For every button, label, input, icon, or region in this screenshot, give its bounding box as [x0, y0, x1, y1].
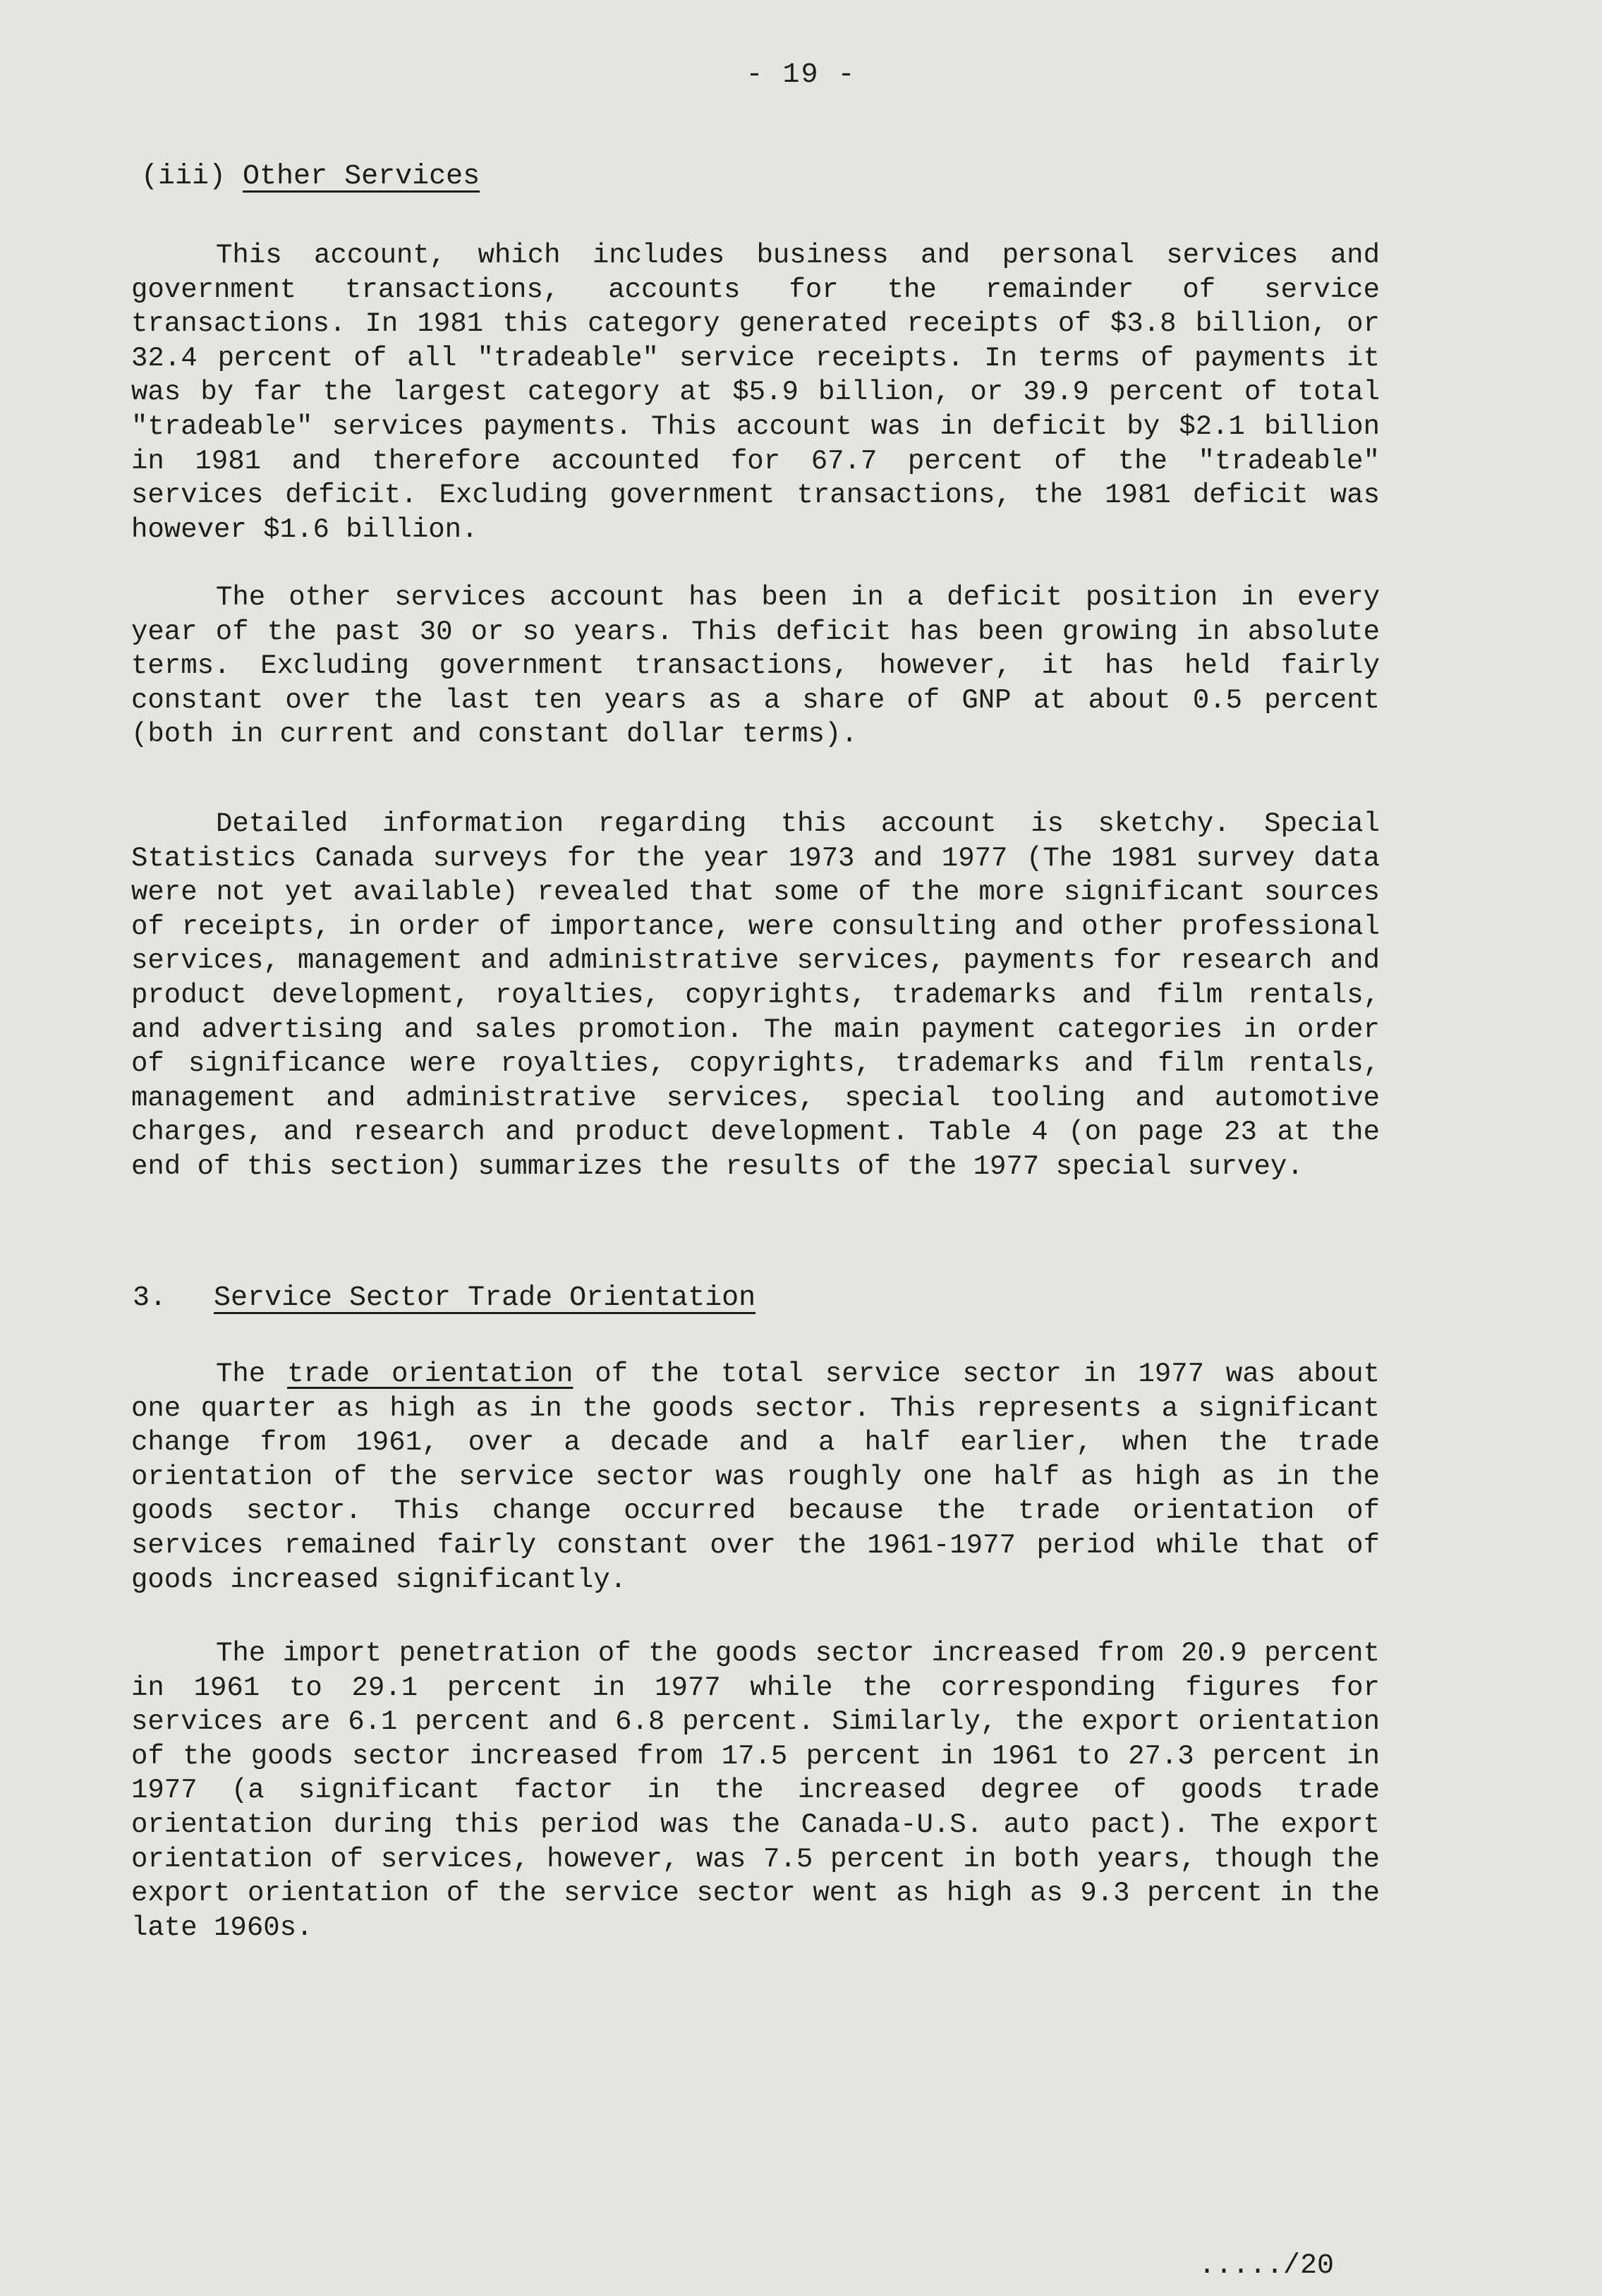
section-marker: (iii) — [141, 161, 226, 193]
paragraph-import-penetration: The import penetration of the goods sector increased from 20.9 percent in 1961 to 29.1 percent in 1977 while the corresponding figures for services are 6.1 percent and 6.8 percent. Similarly, the export orientation of the goods sector increased from 17.5 percent in 1961 to 27.3 percent in 1977 (a significant factor in the increased degree of goods trade orientation during this period was the Canada-U.S. auto pact). The export orientation of services, however, was 7.5 percent in both years, though the export orientation of the service sector went as high as 9.3 percent in the late 1960s. — [131, 1638, 1380, 1943]
paragraph-lead-word: The — [216, 1359, 266, 1390]
paragraph-detailed-information: Detailed information regarding this account is sketchy. Special Statistics Canada surveys for the year 1973 and 1977 (The 1981 survey data were not yet available) revealed that some of the more significant sources of receipts, in order of importance, were consulting and other professional services, management and administrative services, payments for research and product development, royalties, copyrights, trademarks and film rentals, and advertising and sales promotion. The main payment categories in order of significance were royalties, copyrights, trademarks and film rentals, management and administrative services, special tooling and automotive charges, and research and product development. Table 4 (on page 23 at the end of this section) summarizes the results of the 1977 special survey. — [131, 808, 1380, 1182]
paragraph-trade-orientation — [131, 1357, 1380, 1597]
section-title: Service Sector Trade Orientation — [214, 1282, 756, 1314]
paragraph-deficit-history: The other services account has been in a deficit position in every year of the past 30 or so years. This deficit has been growing in absolute terms. Excluding government transactions, however, it has held fairly constant over the last ten years as a share of GNP at about 0.5 percent (both in current and constant dollar terms). — [131, 582, 1380, 751]
paragraph-other-services-overview: This account, which includes business and personal services and government transactions, accounts for the remainder of service transactions. In 1981 this category generated receipts of $3.8 billion, or 32.4 percent of all "tradeable" service receipts. In terms of payments it was by far the largest category at $5.9 billion, or 39.9 percent of total "tradeable" services payments. This account was in deficit by $2.1 billion in 1981 and therefore accounted for 67.7 percent of the "tradeable" services deficit. Excluding government transactions, the 1981 deficit was however $1.6 billion. — [131, 240, 1380, 545]
page-number: - 19 - — [0, 59, 1602, 91]
section-heading-trade-orientation — [133, 1282, 756, 1314]
underlined-term: trade orientation — [287, 1359, 574, 1390]
continuation-marker: ...../20 — [1198, 2250, 1334, 2282]
section-title: Other Services — [243, 161, 480, 193]
section-number: 3. — [133, 1282, 167, 1314]
section-heading-other-services — [141, 161, 480, 193]
paragraph-text: of the total service sector in 1977 was about one quarter as high as in the goods sector. This represents a significant change from 1961, over a decade and a half earlier, when the trade orientation of the service sector was roughly one half as high as in the goods sector. This change occurred because the trade orientation of services remained fairly constant over the 1961-1977 period while that of goods increased significantly. — [131, 1359, 1380, 1596]
